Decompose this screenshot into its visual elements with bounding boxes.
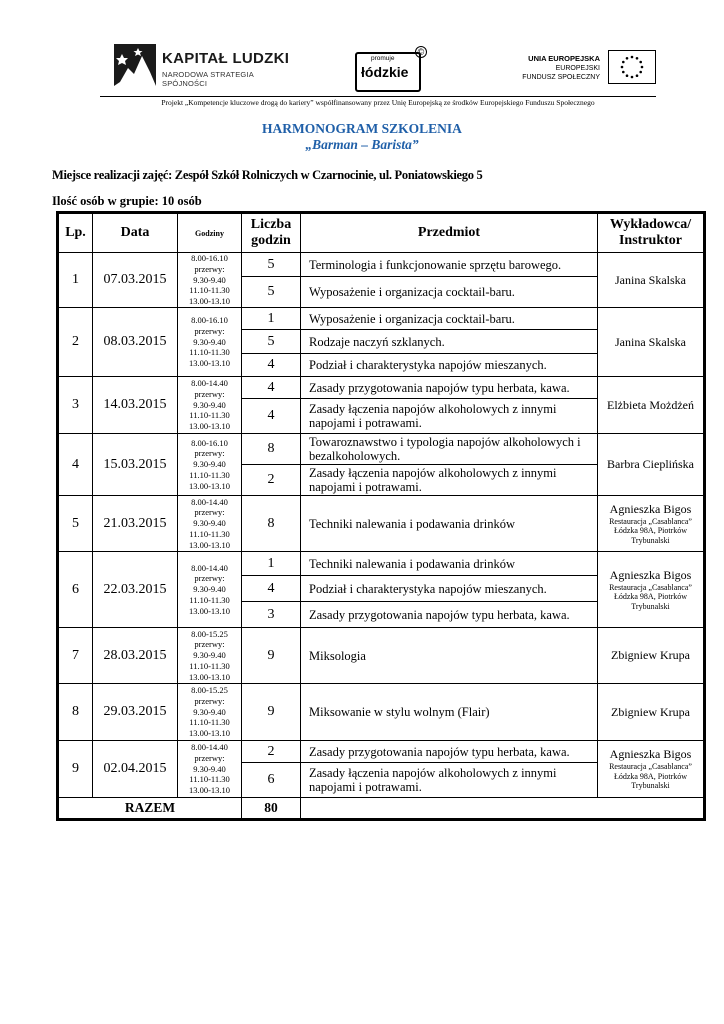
header-date: Data	[93, 213, 178, 253]
kapital-ludzki-logo	[110, 42, 290, 92]
total-label: RAZEM	[58, 798, 242, 820]
row-subject: Podział i charakterystyka napojów mieszanych.	[301, 354, 598, 377]
hours-line: 8.00-14.40	[191, 378, 228, 388]
row-subject: Zasady przygotowania napojów typu herbata, kawa.	[301, 741, 598, 763]
row-hours	[178, 552, 242, 628]
table-row	[58, 308, 705, 330]
row-hour-count: 4	[242, 576, 301, 602]
hours-line: 11.10-11.30	[189, 410, 230, 421]
row-hours	[178, 377, 242, 434]
hours-line: 13.00-13.10	[188, 480, 231, 491]
row-lp: 2	[58, 308, 93, 377]
row-instructor	[598, 628, 705, 684]
lodzkie-main-text: łódzkie	[361, 64, 409, 80]
row-hours	[178, 741, 242, 798]
table-row	[58, 628, 705, 684]
hours-line: przerwy:	[194, 388, 225, 399]
hours-line: 9.30-9.40	[193, 336, 226, 347]
row-hour-count: 9	[242, 628, 301, 684]
row-hours	[178, 628, 242, 684]
row-hour-count: 2	[242, 465, 301, 496]
row-date: 08.03.2015	[93, 308, 178, 377]
row-date: 21.03.2015	[93, 496, 178, 552]
copyright-icon: ©	[415, 46, 427, 58]
eu-flag-icon	[608, 50, 656, 84]
header-hours: Godziny	[178, 213, 242, 253]
row-hours	[178, 684, 242, 741]
row-subject: Zasady przygotowania napojów typu herbata, kawa.	[301, 602, 598, 628]
row-lp: 7	[58, 628, 93, 684]
header-lp: Lp.	[58, 213, 93, 253]
row-hour-count: 1	[242, 552, 301, 576]
instructor-name: Janina Skalska	[615, 334, 686, 349]
hours-line: 8.00-14.40	[191, 496, 228, 507]
hours-line: 9.30-9.40	[193, 518, 226, 529]
header-instructor: Wykładowca/ Instruktor	[598, 213, 705, 253]
instructor-name: Zbigniew Krupa	[611, 704, 690, 719]
row-hour-count: 8	[242, 496, 301, 552]
hours-line: 8.00-16.10	[191, 315, 228, 325]
row-hour-count: 5	[242, 253, 301, 277]
row-lp: 4	[58, 434, 93, 496]
hours-line: 13.00-13.10	[188, 671, 231, 682]
hours-line: przerwy:	[194, 573, 225, 584]
row-subject: Wyposażenie i organizacja cocktail-baru.	[301, 277, 598, 308]
hours-line: 11.10-11.30	[189, 594, 230, 605]
hours-line: 9.30-9.40	[193, 584, 226, 595]
row-lp: 9	[58, 741, 93, 798]
table-row	[58, 496, 705, 552]
row-date: 02.04.2015	[93, 741, 178, 798]
row-subject: Rodzaje naczyń szklanych.	[301, 330, 598, 354]
hours-line: 8.00-14.40	[191, 742, 228, 752]
kapital-ludzki-subtitle: NARODOWA STRATEGIA SPÓJNOŚCI	[162, 70, 254, 88]
hours-line: 8.00-15.25	[191, 628, 228, 639]
group-size-info: Ilość osób w grupie: 10 osób	[52, 194, 202, 208]
hours-line: 13.00-13.10	[188, 605, 231, 616]
hours-line: 13.00-13.10	[188, 358, 231, 369]
instructor-name: Agnieszka Bigos	[609, 747, 692, 762]
instructor-name: Agnieszka Bigos	[609, 567, 692, 582]
row-lp: 3	[58, 377, 93, 434]
lodzkie-top-text: promuje	[371, 55, 395, 62]
table-row	[58, 684, 705, 741]
row-subject: Podział i charakterystyka napojów mieszanych.	[301, 576, 598, 602]
hours-line: 9.30-9.40	[193, 459, 226, 470]
row-hours	[178, 496, 242, 552]
row-hour-count: 4	[242, 354, 301, 377]
lodzkie-logo	[355, 46, 425, 90]
ue-line1: UNIA EUROPEJSKA	[528, 54, 600, 63]
hours-line: 9.30-9.40	[193, 763, 226, 774]
row-subject: Miksowanie w stylu wolnym (Flair)	[301, 684, 598, 741]
row-hour-count: 4	[242, 377, 301, 399]
row-date: 07.03.2015	[93, 253, 178, 308]
hours-line: przerwy:	[194, 752, 225, 763]
hours-line: przerwy:	[194, 507, 225, 518]
instructor-venue: Restauracja „Casablanca” Łódzka 98A, Piotrków Trybunalski	[609, 516, 692, 545]
row-subject: Terminologia i funkcjonowanie sprzętu barowego.	[301, 253, 598, 277]
hours-line: 11.10-11.30	[189, 285, 230, 296]
row-subject: Wyposażenie i organizacja cocktail-baru.	[301, 308, 598, 330]
row-instructor	[598, 308, 705, 377]
hours-line: 8.00-15.25	[191, 685, 228, 695]
instructor-name: Agnieszka Bigos	[609, 501, 692, 516]
header-count: Liczba godzin	[242, 213, 301, 253]
row-subject: Zasady łączenia napojów alkoholowych z innymi napojami i potrawami.	[301, 399, 598, 434]
row-hour-count: 8	[242, 434, 301, 465]
row-hours	[178, 434, 242, 496]
header-divider	[100, 96, 656, 97]
hours-line: 9.30-9.40	[193, 650, 226, 661]
hours-line: 13.00-13.10	[188, 785, 231, 796]
row-instructor	[598, 434, 705, 496]
row-subject: Zasady łączenia napojów alkoholowych z innymi napojami i potrawami.	[301, 465, 598, 496]
row-subject: Miksologia	[301, 628, 598, 684]
hours-line: 8.00-16.10	[191, 437, 228, 448]
row-date: 22.03.2015	[93, 552, 178, 628]
ue-line3: FUNDUSZ SPOŁECZNY	[522, 74, 600, 81]
row-subject: Techniki nalewania i podawania drinków	[301, 552, 598, 576]
instructor-name: Zbigniew Krupa	[611, 648, 690, 662]
hours-line: przerwy:	[194, 448, 225, 459]
instructor-venue: Restauracja „Casablanca” Łódzka 98A, Piotrków Trybunalski	[609, 762, 692, 791]
row-hour-count: 6	[242, 763, 301, 798]
total-value: 80	[242, 798, 301, 820]
hours-line: przerwy:	[194, 695, 225, 706]
header-subject: Przedmiot	[301, 213, 598, 253]
row-instructor	[598, 741, 705, 798]
row-lp: 8	[58, 684, 93, 741]
kapital-ludzki-title: KAPITAŁ LUDZKI	[162, 50, 290, 67]
hours-line: 8.00-14.40	[191, 562, 228, 573]
row-hour-count: 9	[242, 684, 301, 741]
row-hour-count: 2	[242, 741, 301, 763]
schedule-table	[56, 211, 706, 821]
hours-line: 13.00-13.10	[188, 539, 231, 550]
table-row	[58, 253, 705, 277]
page-title: HARMONOGRAM SZKOLENIA	[262, 121, 462, 136]
instructor-name: Barbra Cieplińska	[607, 457, 694, 471]
hours-line: 9.30-9.40	[193, 274, 226, 285]
hours-line: 13.00-13.10	[188, 421, 231, 432]
row-hour-count: 5	[242, 330, 301, 354]
page-subtitle: „Barman – Barista”	[305, 137, 419, 152]
row-lp: 6	[58, 552, 93, 628]
place-info: Miejsce realizacji zajęć: Zespół Szkół Rolniczych w Czarnocinie, ul. Poniatowskiego 5	[52, 168, 483, 182]
ue-line2: EUROPEJSKI	[555, 65, 600, 72]
logo-bar	[100, 42, 660, 97]
row-subject: Zasady przygotowania napojów typu herbata, kawa.	[301, 377, 598, 399]
hours-line: 11.10-11.30	[189, 717, 230, 728]
row-hour-count: 4	[242, 399, 301, 434]
hours-line: 11.10-11.30	[189, 660, 230, 671]
row-date: 15.03.2015	[93, 434, 178, 496]
row-instructor	[598, 552, 705, 628]
hours-line: 11.10-11.30	[189, 347, 230, 358]
hours-line: przerwy:	[194, 639, 225, 650]
table-row	[58, 377, 705, 399]
row-instructor	[598, 684, 705, 741]
project-note: Projekt „Kompetencje kluczowe drogą do kariery” współfinansowany przez Unię Europejską ze środków Europejskiego Funduszu Społecznego	[161, 98, 595, 107]
row-instructor	[598, 496, 705, 552]
row-date: 14.03.2015	[93, 377, 178, 434]
hours-line: 13.00-13.10	[188, 728, 231, 739]
hours-line: 9.30-9.40	[193, 399, 226, 410]
hours-line: 11.10-11.30	[189, 528, 230, 539]
row-subject: Techniki nalewania i podawania drinków	[301, 496, 598, 552]
row-hour-count: 5	[242, 277, 301, 308]
table-row	[58, 741, 705, 763]
row-date: 28.03.2015	[93, 628, 178, 684]
row-date: 29.03.2015	[93, 684, 178, 741]
instructor-name: Janina Skalska	[615, 272, 686, 287]
row-hours	[178, 253, 242, 308]
row-subject: Towaroznawstwo i typologia napojów alkoholowych i bezalkoholowych.	[301, 434, 598, 465]
row-instructor	[598, 253, 705, 308]
table-row	[58, 434, 705, 465]
instructor-name: Elżbieta Możdżeń	[607, 397, 694, 412]
hours-line: 11.10-11.30	[189, 469, 230, 480]
row-lp: 1	[58, 253, 93, 308]
row-hour-count: 3	[242, 602, 301, 628]
row-lp: 5	[58, 496, 93, 552]
row-hours	[178, 308, 242, 377]
kapital-ludzki-emblem-icon	[112, 42, 158, 88]
instructor-venue: Restauracja „Casablanca” Łódzka 98A, Piotrków Trybunalski	[609, 582, 692, 611]
hours-line: 11.10-11.30	[189, 774, 230, 785]
hours-line: przerwy:	[194, 263, 225, 274]
hours-line: 9.30-9.40	[193, 706, 226, 717]
table-header-row	[58, 213, 705, 253]
hours-line: 13.00-13.10	[188, 296, 231, 307]
hours-line: 8.00-16.10	[191, 253, 228, 263]
row-subject: Zasady łączenia napojów alkoholowych z innymi napojami i potrawami.	[301, 763, 598, 798]
ue-text	[500, 54, 600, 82]
row-hour-count: 1	[242, 308, 301, 330]
hours-line: przerwy:	[194, 325, 225, 336]
total-row	[58, 798, 705, 820]
row-instructor	[598, 377, 705, 434]
table-row	[58, 552, 705, 576]
